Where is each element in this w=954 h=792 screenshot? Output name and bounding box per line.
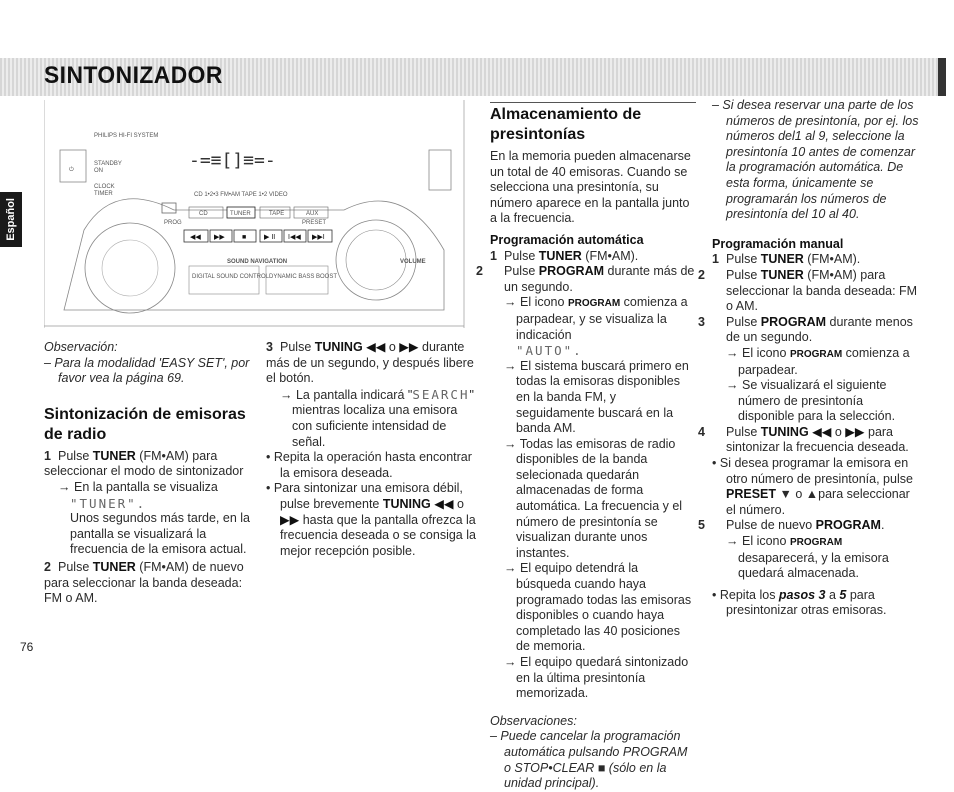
presets-intro: En la memoria pueden almacenarse un total de 40 emisoras. Cuando se selecciona una presintonía, su número aparece en la pantalla junto a la frecuencia. <box>490 149 691 226</box>
column-1 <box>44 340 254 607</box>
step-1-note: Unos segundos más tarde, en la pantalla se visualizará la frecuencia de la emisora actual. <box>70 511 250 557</box>
step-3: 3 Pulse TUNING ◀◀ o ▶▶ durante más de un segundo, y después libere el botón. <box>266 340 474 386</box>
auto-step-1: 1 Pulse TUNER (FM•AM). <box>490 248 639 263</box>
auto-arrow-1: → El icono PROGRAM comienza a parpadear, y se visualiza la indicación <box>504 295 688 342</box>
svg-text:▶▶: ▶▶ <box>214 234 225 241</box>
manual-bullet-preset: • Si desea programar la emisora en otro número de presintonía, pulse PRESET ▼ o ▲para seleccionar el número. <box>712 456 913 517</box>
observations-text: – Puede cancelar la programación automática pulsando PROGRAM o STOP•CLEAR ■ (sólo en la unidad principal). <box>490 729 688 791</box>
step-1-arrow: → En la pantalla se visualiza <box>58 479 218 494</box>
svg-text:◀◀: ◀◀ <box>190 234 201 241</box>
svg-text:■: ■ <box>242 234 247 241</box>
column-2 <box>266 340 476 559</box>
step-1-lcd: "TUNER". <box>70 495 147 511</box>
auto-arrow-3: → Todas las emisoras de radio disponibles de la banda selecionada quedarán almacenadas de forma automática. La frecuencia y el número de presintonía se visualizan durante unos instantes. <box>504 436 683 560</box>
svg-text:TUNER: TUNER <box>230 211 251 217</box>
step-3-arrow: → La pantalla indicará "SEARCH" mientras localiza una emisora con suficiente intensidad de señal. <box>280 386 474 449</box>
svg-text:TAPE: TAPE <box>269 211 285 217</box>
svg-text:CLOCK: CLOCK <box>94 184 115 190</box>
auto-programming-heading: Programación automática <box>490 232 644 247</box>
observation-text: – Para la modalidad 'EASY SET', por favor vea la página 69. <box>44 355 250 386</box>
svg-text:▶▶I: ▶▶I <box>312 234 325 241</box>
language-tab: Español <box>0 192 22 247</box>
step-2: 2 Pulse TUNER (FM•AM) de nuevo para seleccionar la banda deseada: FM o AM. <box>44 559 244 606</box>
auto-lcd: "AUTO". <box>516 343 583 359</box>
manual-step-4: 4 Pulse TUNING ◀◀ o ▶▶ para sintonizar la frecuencia deseada. <box>698 424 909 455</box>
svg-text:STANDBY: STANDBY <box>94 161 122 167</box>
section-heading-presets: Almacenamiento de presintonías <box>490 106 642 143</box>
manual-step-2: 2 Pulse TUNER (FM•AM) para seleccionar la banda deseada: FM o AM. <box>698 267 918 314</box>
svg-text:VOLUME: VOLUME <box>400 259 426 265</box>
svg-text:SOUND NAVIGATION: SOUND NAVIGATION <box>227 259 288 265</box>
svg-text:I◀◀: I◀◀ <box>288 234 301 241</box>
manual-arrow-1: → El icono PROGRAM comienza a parpadear. <box>726 345 910 377</box>
section-heading-radio: Sintonización de emisoras de radio <box>44 405 246 443</box>
svg-text:ON: ON <box>94 168 103 174</box>
svg-text:TIMER: TIMER <box>94 191 113 197</box>
manual-step-5: 5 Pulse de nuevo PROGRAM. <box>698 518 885 533</box>
auto-arrow-4: → El equipo detendrá la búsqueda cuando haya programado todas las emisoras disponibles o cuando haya completado las 40 posiciones de memoria. <box>504 561 692 654</box>
column-3 <box>476 102 696 792</box>
observations-label: Observaciones: <box>490 713 577 728</box>
column-4 <box>698 98 922 619</box>
manual-bullet-repeat: • Repita los pasos 3 a 5 para presintonizar otras emisoras. <box>712 587 887 618</box>
bullet-weak-station: • Para sintonizar una emisora débil, pulse brevemente TUNING ◀◀ o ▶▶ hasta que la pantalla ofrezca la frecuencia deseada o se consiga la mejor recepción posible. <box>266 481 476 558</box>
auto-step-2: 2 Pulse PROGRAM durante más de un segundo. <box>476 264 695 294</box>
svg-text:CD 1•2•3 FM•AM TAPE 1•2: CD 1•2•3 FM•AM TAPE 1•2 VIDEO <box>194 192 288 198</box>
svg-text:DYNAMIC BASS BOOST: DYNAMIC BASS BOOST <box>269 274 338 280</box>
page-title: SINTONIZADOR <box>44 62 223 89</box>
svg-text:DIGITAL SOUND CONTROL: DIGITAL SOUND CONTROL <box>192 274 270 280</box>
auto-arrow-2: → El sistema buscará primero en todas la emisoras disponibles en la banda FM, y seguidamente buscará en la banda AM. <box>504 358 689 436</box>
observation-label: Observación: <box>44 340 118 354</box>
svg-text:PROG: PROG <box>164 220 182 226</box>
svg-text:⏻: ⏻ <box>69 167 74 173</box>
svg-text:PRESET: PRESET <box>302 220 327 226</box>
manual-step-3: 3 Pulse PROGRAM durante menos de un segundo. <box>698 314 913 345</box>
svg-text:-=≡[]≡=-: -=≡[]≡=- <box>189 150 276 171</box>
manual-step-1: 1 Pulse TUNER (FM•AM). <box>712 252 861 267</box>
step-1: 1 Pulse TUNER (FM•AM) para seleccionar el modo de sintonizador <box>44 448 244 479</box>
manual-arrow-2: → Se visualizará el siguiente número de presintonía disponible para la selección. <box>726 378 896 424</box>
bullet-repeat: • Repita la operación hasta encontrar la emisora deseada. <box>266 450 472 480</box>
auto-arrow-5: → El equipo quedará sintonizado en la última presintonía memorizada. <box>504 655 689 701</box>
svg-text:CD: CD <box>199 211 208 217</box>
svg-text:AUX: AUX <box>306 211 319 217</box>
svg-text:▶ II: ▶ II <box>264 234 276 241</box>
manual-programming-heading: Programación manual <box>712 236 844 251</box>
svg-text:PHILIPS HI-FI SYSTEM: PHILIPS HI-FI SYSTEM <box>94 133 159 139</box>
reserve-note: – Si desea reservar una parte de los números de presintonía, por ej. los números del1 al 9, seleccione la presintonía 10 antes de comenzar la programación automática. De esta forma, únicamente se programarán los números de presintonía del 10 al 40. <box>712 98 919 222</box>
device-illustration <box>44 100 466 328</box>
manual-arrow-3: → El icono PROGRAM desaparecerá, y la emisora quedará almacenada. <box>726 534 889 581</box>
header-bar-end <box>938 58 946 96</box>
page-number: 76 <box>20 640 34 654</box>
